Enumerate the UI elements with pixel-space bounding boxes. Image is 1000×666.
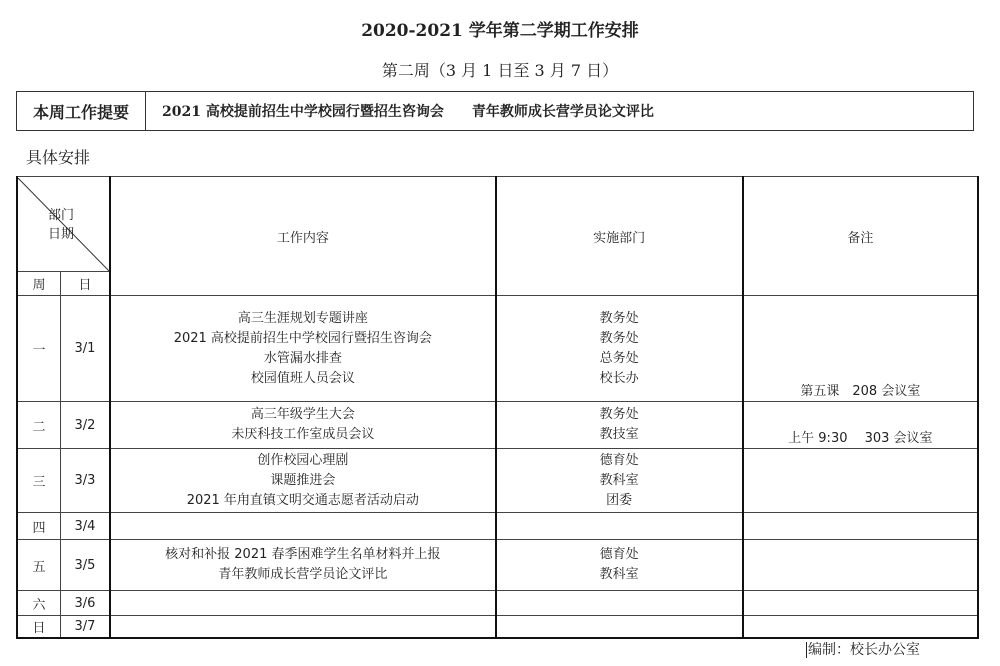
note-text: 第五课 208 会议室 [800,384,921,399]
dept-cell [496,591,743,616]
date-cell: 3/2 [60,402,110,449]
note-cell [743,449,978,513]
table-row [17,402,978,449]
content-cell [110,402,496,449]
dept-line: 德育处 [599,547,639,562]
summary-item: 青年教师成长营学员论文评比 [471,104,654,120]
content-line: 青年教师成长营学员论文评比 [218,567,388,582]
header-day: 日 [60,272,110,296]
dept-line: 教务处 [599,407,639,422]
content-cell [110,616,496,638]
dept-line: 教科室 [599,567,639,582]
dept-line: 教科室 [599,472,639,488]
note-cell [743,616,978,638]
note-cell [743,402,978,449]
corner-label-date: 日期 [48,226,75,242]
header-row [17,177,978,272]
dept-cell [496,402,743,449]
date-cell: 3/5 [60,540,110,591]
content-cell [110,296,496,402]
content-line: 未厌科技工作室成员会议 [231,427,375,442]
dept-line: 教务处 [599,310,639,326]
content-line: 2021 年甪直镇文明交通志愿者活动启动 [186,492,419,508]
dept-cell [496,616,743,638]
note-text: 上午 9:30 303 会议室 [788,431,933,446]
dept-line: 校长办 [599,370,639,386]
corner-label-dept: 部门 [48,207,75,223]
footer-author [806,639,920,659]
content-cell [110,449,496,513]
content-line: 2021 高校提前招生中学校园行暨招生咨询会 [173,330,432,346]
header-corner-cell [17,177,110,272]
content-cell [110,591,496,616]
date-cell: 3/4 [60,513,110,540]
header-note: 备注 [743,177,978,296]
week-cell: 一 [17,296,60,402]
dept-line: 德育处 [599,452,639,468]
content-cell [110,540,496,591]
content-line: 核对和补报 2021 春季困难学生名单材料并上报 [165,547,441,562]
note-cell [743,591,978,616]
content-line: 高三生涯规划专题讲座 [237,310,368,326]
dept-line: 总务处 [599,350,639,366]
table-row [17,540,978,591]
header-week: 周 [17,272,60,296]
summary-item: 2021 高校提前招生中学校园行暨招生咨询会 [162,104,444,120]
content-line: 创作校园心理剧 [257,452,349,468]
week-cell: 六 [17,591,60,616]
week-cell: 日 [17,616,60,638]
content-line: 校园值班人员会议 [250,370,355,386]
content-line: 高三年级学生大会 [250,407,355,422]
summary-label: 本周工作提要 [17,92,146,130]
week-cell: 四 [17,513,60,540]
note-cell [743,513,978,540]
note-cell [743,540,978,591]
week-cell: 二 [17,402,60,449]
week-range: 第二周（3 月 1 日至 3 月 7 日） [381,61,619,80]
dept-cell [496,513,743,540]
schedule-table [16,176,979,639]
dept-line: 教技室 [599,427,639,442]
dept-cell [496,296,743,402]
table-row [17,513,978,540]
text-cursor [806,642,807,658]
table-row [17,616,978,638]
table-row [17,296,978,402]
week-cell: 三 [17,449,60,513]
content-line: 水管漏水排查 [263,350,342,366]
table-row [17,591,978,616]
note-cell [743,296,978,402]
dept-cell [496,540,743,591]
date-cell: 3/6 [60,591,110,616]
dept-line: 教务处 [599,330,639,346]
date-cell: 3/7 [60,616,110,638]
footer-text: 编制：校长办公室 [808,642,920,658]
date-cell: 3/3 [60,449,110,513]
header-dept: 实施部门 [496,177,743,296]
content-cell [110,513,496,540]
date-cell: 3/1 [60,296,110,402]
header-content: 工作内容 [110,177,496,296]
table-row [17,449,978,513]
document-title: 2020-2021 学年第二学期工作安排 [361,21,639,41]
week-cell: 五 [17,540,60,591]
dept-line: 团委 [606,492,633,508]
detail-section-label: 具体安排 [26,148,91,167]
summary-items [146,101,654,121]
dept-cell [496,449,743,513]
content-line: 课题推进会 [270,472,336,488]
weekly-summary-box [16,91,974,131]
